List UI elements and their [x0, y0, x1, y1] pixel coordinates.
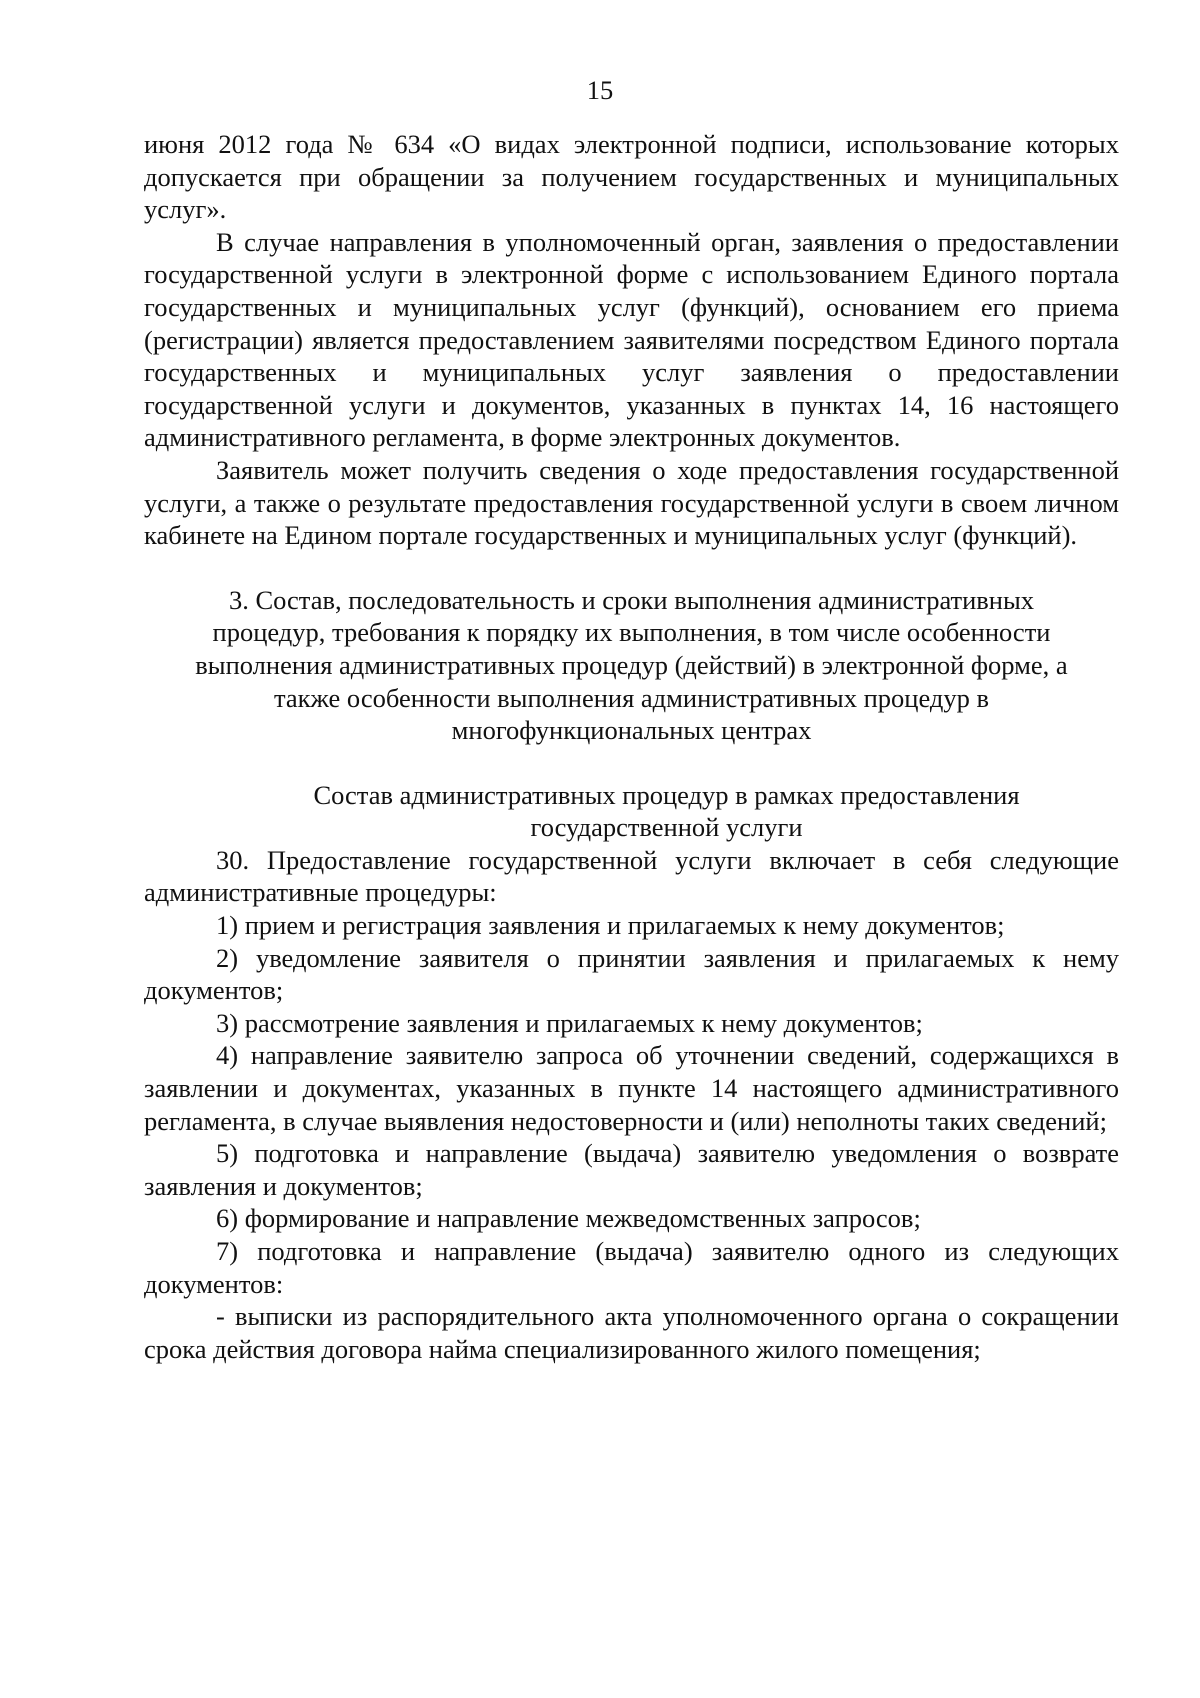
list-item: 1) прием и регистрация заявления и прилагаемых к нему документов; — [216, 910, 1005, 941]
paragraph-electronic-application: В случае направления в уполномоченный орган, заявления о предоставлении государственной услуги в электронной форме с использованием Единого портала государственных и муниципальных услуг (функций), основанием его приема (регистрации) является предоставлением заявителями посредством Единого портала государственных и муниципальных услуг заявления о предоставлении государственной услуги и документов, указанных в пунктах 14, 16 настоящего административного регламента, в форме электронных документов. — [144, 226, 1119, 453]
subsection-heading: Состав административных процедур в рамках предоставления государственной услуги — [313, 779, 1020, 843]
list-item: 6) формирование и направление межведомственных запросов; — [216, 1203, 921, 1234]
list-item: 4) направление заявителю запроса об уточнении сведений, содержащихся в заявлении и документах, указанных в пункте 14 настоящего административного регламента, в случае выявления недостоверности и (или) неполноты таких сведений; — [144, 1040, 1119, 1136]
list-item: 7) подготовка и направление (выдача) заявителю одного из следующих документов: — [144, 1236, 1119, 1299]
document-body — [144, 128, 1119, 1365]
page-number: 15 — [586, 75, 614, 105]
list-item: 2) уведомление заявителя о принятии заявления и прилагаемых к нему документов; — [144, 942, 1119, 1006]
list-item-dash: - выписки из распорядительного акта уполномоченного органа о сокращении срока действия договора найма специализированного жилого помещения; — [144, 1301, 1119, 1364]
list-item: 5) подготовка и направление (выдача) заявителю уведомления о возврате заявления и документов; — [144, 1138, 1119, 1201]
section-heading: 3. Состав, последовательность и сроки выполнения административных процедур, требования к порядку их выполнения, в том числе особенности выполнения административных процедур (действий) в электронной форме, а также особенности выполнения административных процедур в многофункциональных центрах — [195, 584, 1068, 746]
paragraph-applicant-status-info: Заявитель может получить сведения о ходе предоставления государственной услуги, а также о результате предоставления государственной услуги в своем личном кабинете на Едином портале государственных и муниципальных услуг (функций). — [144, 454, 1119, 551]
paragraph-continuation: июня 2012 года № 634 «О видах электронной подписи, использование которых допускается при обращении за получением государственных и муниципальных услуг». — [144, 129, 1119, 225]
list-item: 3) рассмотрение заявления и прилагаемых к нему документов; — [216, 1007, 923, 1038]
paragraph-item-30: 30. Предоставление государственной услуги включает в себя следующие административные процедуры: — [144, 844, 1119, 908]
